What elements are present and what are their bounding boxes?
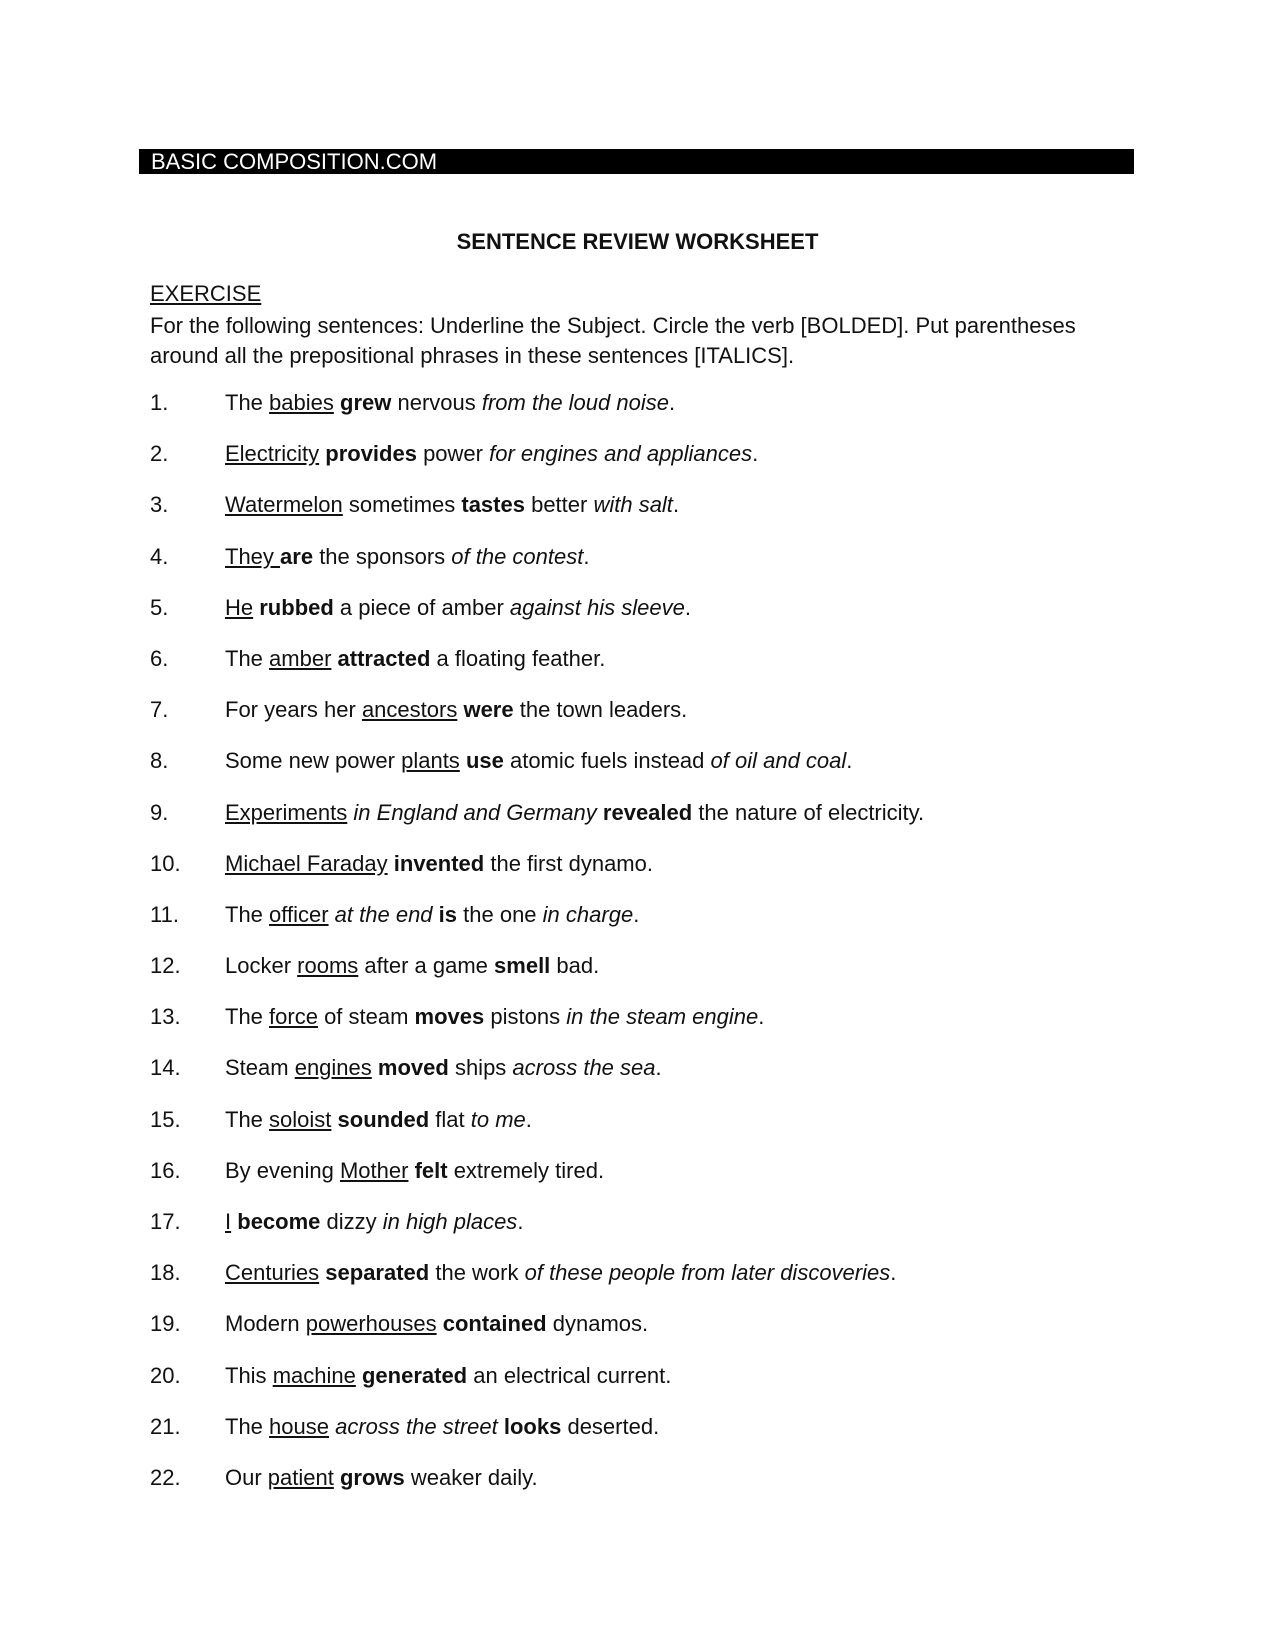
sentence-item [150, 1260, 1150, 1311]
sentence-subject: patient [267, 1464, 334, 1490]
sentence-text [225, 1209, 523, 1235]
sentence-item [150, 697, 1150, 748]
sentence-item [150, 902, 1150, 953]
sentence-text: ships [448, 1055, 513, 1081]
sentence-text: the sponsors [313, 543, 452, 569]
sentence-text [225, 1311, 648, 1337]
sentence-prepositional-phrase: in England and Germany [353, 799, 597, 825]
sentence-text: power [416, 441, 490, 467]
sentence-verb: contained [442, 1311, 547, 1337]
sentence-number: 18. [150, 1260, 181, 1286]
sentence-text: pistons [484, 1004, 567, 1030]
sentence-text: By evening [225, 1157, 340, 1183]
sentence-text: better [524, 492, 594, 518]
sentence-prepositional-phrase: from the loud noise [481, 390, 669, 415]
sentence-prepositional-phrase: for engines and appliances [489, 441, 753, 467]
sentence-number: 15. [150, 1106, 181, 1132]
sentence-number: 16. [150, 1157, 181, 1183]
sentence-number: 19. [150, 1311, 181, 1337]
sentence-prepositional-phrase: of oil and coal [710, 748, 847, 774]
sentence-verb: sounded [337, 1106, 430, 1132]
sentence-subject: Electricity [225, 441, 320, 467]
sentence-verb: grows [339, 1464, 405, 1490]
sentence-subject: house [269, 1413, 329, 1439]
sentence-verb: moves [414, 1004, 485, 1030]
sentence-verb: were [463, 697, 514, 723]
sentence-verb: separated [325, 1260, 430, 1286]
sentence-text: . [684, 594, 691, 620]
sentence-verb: become [237, 1209, 321, 1234]
sentence-subject: Michael Faraday [225, 850, 388, 876]
sentence-subject: ancestors [361, 697, 458, 723]
sentence-prepositional-phrase: with salt [593, 492, 673, 518]
sentence-number: 10. [150, 850, 181, 876]
page-title: SENTENCE REVIEW WORKSHEET [456, 229, 819, 254]
sentence-verb: are [280, 543, 314, 569]
sentence-text: the work [429, 1260, 525, 1286]
exercise-heading: EXERCISE [150, 281, 262, 306]
sentence-item [150, 1055, 1150, 1106]
sentence-prepositional-phrase: in the steam engine [566, 1004, 759, 1030]
site-banner: BASIC COMPOSITION.COM [139, 149, 1134, 174]
sentence-item [150, 1414, 1150, 1465]
sentence-text: a floating feather. [430, 645, 606, 671]
sentence-text [225, 1260, 896, 1286]
sentence-text: the nature of electricity. [692, 799, 925, 825]
sentence-number: 21. [150, 1413, 181, 1439]
sentence-number: 11. [150, 901, 179, 927]
sentence-text: nervous [391, 390, 482, 415]
sentence-number: 7. [150, 697, 169, 723]
sentence-text: dynamos. [546, 1311, 649, 1337]
sentence-text [225, 646, 605, 672]
sentence-text [225, 748, 852, 774]
sentence-number: 6. [150, 645, 169, 671]
sentence-text: . [672, 492, 680, 518]
sentence-text: of steam [317, 1004, 415, 1030]
sentence-text [225, 1004, 764, 1030]
sentence-number: 2. [150, 441, 169, 467]
sentence-subject: plants [401, 748, 460, 774]
sentence-text: atomic fuels instead [503, 748, 711, 774]
sentence-verb: felt [414, 1157, 448, 1183]
sentence-item [150, 390, 1150, 441]
sentence-item [150, 492, 1150, 543]
sentence-subject: machine [272, 1362, 356, 1388]
sentence-verb: rubbed [259, 594, 334, 620]
sentence-number: 4. [150, 543, 169, 569]
sentence-text: . [517, 1209, 524, 1234]
sentence-text [225, 902, 639, 928]
sentence-verb: smell [494, 953, 551, 979]
sentence-number: 20. [150, 1362, 181, 1388]
sentence-text [225, 492, 679, 518]
sentence-text: flat [429, 1106, 471, 1132]
sentence-text: . [655, 1055, 662, 1081]
sentence-text: The [225, 645, 270, 671]
sentence-text: deserted. [561, 1413, 660, 1439]
sentence-number: 8. [150, 748, 169, 774]
sentence-subject: I [225, 1209, 232, 1234]
sentence-text [225, 544, 589, 570]
sentence-text: after a game [358, 953, 495, 979]
sentence-subject: Mother [339, 1157, 409, 1183]
sentence-text [225, 1414, 659, 1440]
sentence-number: 17. [150, 1209, 181, 1234]
sentence-number: 22. [150, 1464, 181, 1490]
sentence-text: the town leaders. [513, 697, 688, 723]
sentence-text [225, 697, 687, 723]
sentence-verb: attracted [337, 645, 431, 671]
sentence-subject: officer [269, 901, 329, 927]
sentence-text: an electrical current. [467, 1362, 672, 1388]
sentence-text: This [225, 1362, 273, 1388]
sentence-text [225, 1158, 604, 1184]
sentence-text: The [225, 1413, 270, 1439]
sentence-verb: revealed [602, 799, 693, 825]
sentence-number: 5. [150, 594, 169, 620]
sentence-number: 13. [150, 1004, 181, 1030]
sentence-text: Steam [225, 1055, 295, 1081]
sentence-text: the first dynamo. [484, 850, 653, 876]
sentence-verb: grew [340, 390, 392, 415]
sentence-text: . [633, 901, 640, 927]
sentence-subject: amber [269, 645, 332, 671]
sentence-text [225, 800, 924, 826]
sentence-subject: babies [269, 390, 334, 415]
sentence-text: a piece of amber [333, 594, 510, 620]
sentence-verb: looks [503, 1413, 562, 1439]
sentence-verb: tastes [461, 492, 525, 518]
sentence-item [150, 800, 1150, 851]
sentence-text: The [225, 901, 270, 927]
sentence-text [225, 595, 691, 621]
sentence-prepositional-phrase: against his sleeve [509, 594, 685, 620]
sentence-text: extremely tired. [447, 1157, 605, 1183]
sentence-subject: force [269, 1004, 318, 1030]
sentence-text [225, 953, 599, 979]
sentence-text [225, 851, 653, 877]
sentence-verb: is [438, 901, 458, 927]
sentence-item [150, 748, 1150, 799]
sentence-text: the one [457, 901, 543, 927]
sentence-verb: invented [393, 850, 485, 876]
sentence-text: dizzy [320, 1209, 383, 1234]
sentence-item [150, 1465, 1150, 1516]
sentence-text: . [525, 1106, 532, 1132]
sentence-prepositional-phrase: of these people from later discoveries [524, 1260, 891, 1286]
sentence-prepositional-phrase: across the street [335, 1413, 498, 1439]
sentence-subject: engines [294, 1055, 372, 1081]
sentence-number: 3. [150, 492, 169, 518]
sentence-item [150, 1004, 1150, 1055]
sentence-text [225, 1465, 538, 1491]
sentence-text [225, 1055, 662, 1081]
sentence-text: The [225, 390, 270, 415]
sentence-item [150, 1158, 1150, 1209]
sentence-text: Some new power [225, 748, 402, 774]
sentence-verb: provides [325, 441, 417, 467]
sentence-prepositional-phrase: in charge [542, 901, 634, 927]
sentence-text: . [890, 1260, 897, 1286]
sentence-text [225, 441, 758, 467]
sentence-list [150, 390, 1150, 1516]
sentence-number: 12. [150, 953, 181, 979]
sentence-text: weaker daily. [404, 1464, 538, 1490]
sentence-subject: He [225, 594, 254, 620]
sentence-subject: They [225, 543, 281, 569]
sentence-item [150, 544, 1150, 595]
sentence-text: Our [225, 1464, 268, 1490]
sentence-text [225, 1363, 671, 1389]
sentence-subject: powerhouses [305, 1311, 437, 1337]
sentence-text: . [583, 543, 590, 569]
sentence-item [150, 1107, 1150, 1158]
sentence-verb: use [465, 748, 504, 774]
sentence-verb: moved [377, 1055, 449, 1081]
sentence-item [150, 441, 1150, 492]
sentence-text [225, 1107, 532, 1133]
sentence-text: Locker [225, 953, 298, 979]
sentence-text [225, 390, 675, 416]
sentence-subject: Centuries [225, 1260, 320, 1286]
sentence-text: The [225, 1004, 270, 1030]
sentence-number: 9. [150, 799, 169, 825]
sentence-text: The [225, 1106, 270, 1132]
sentence-subject: Experiments [225, 799, 348, 825]
sentence-subject: rooms [297, 953, 359, 979]
sentence-item [150, 595, 1150, 646]
sentence-text: bad. [550, 953, 600, 979]
sentence-prepositional-phrase: to me [470, 1106, 526, 1132]
sentence-text: . [758, 1004, 765, 1030]
sentence-number: 14. [150, 1055, 181, 1081]
sentence-prepositional-phrase: at the end [334, 901, 433, 927]
sentence-item [150, 953, 1150, 1004]
sentence-text: For years her [225, 697, 362, 723]
sentence-prepositional-phrase: across the sea [512, 1055, 656, 1081]
sentence-text: . [668, 390, 676, 415]
sentence-text: sometimes [342, 492, 462, 518]
sentence-verb: generated [361, 1362, 468, 1388]
sentence-text: Modern [225, 1311, 306, 1337]
sentence-text: . [846, 748, 853, 774]
exercise-instructions: For the following sentences: Underline the Subject. Circle the verb [BOLDED]. Put parentheses around all the prepositional phrases in these sentences [ITALICS]. [150, 313, 1076, 368]
sentence-prepositional-phrase: of the contest [451, 543, 584, 569]
sentence-number: 1. [150, 390, 169, 415]
sentence-item [150, 1311, 1150, 1362]
sentence-text: . [752, 441, 759, 467]
sentence-item [150, 1209, 1150, 1260]
sentence-item [150, 646, 1150, 697]
sentence-subject: Watermelon [225, 492, 343, 518]
sentence-item [150, 851, 1150, 902]
sentence-prepositional-phrase: in high places [382, 1209, 518, 1234]
sentence-subject: soloist [269, 1106, 332, 1132]
sentence-item [150, 1363, 1150, 1414]
